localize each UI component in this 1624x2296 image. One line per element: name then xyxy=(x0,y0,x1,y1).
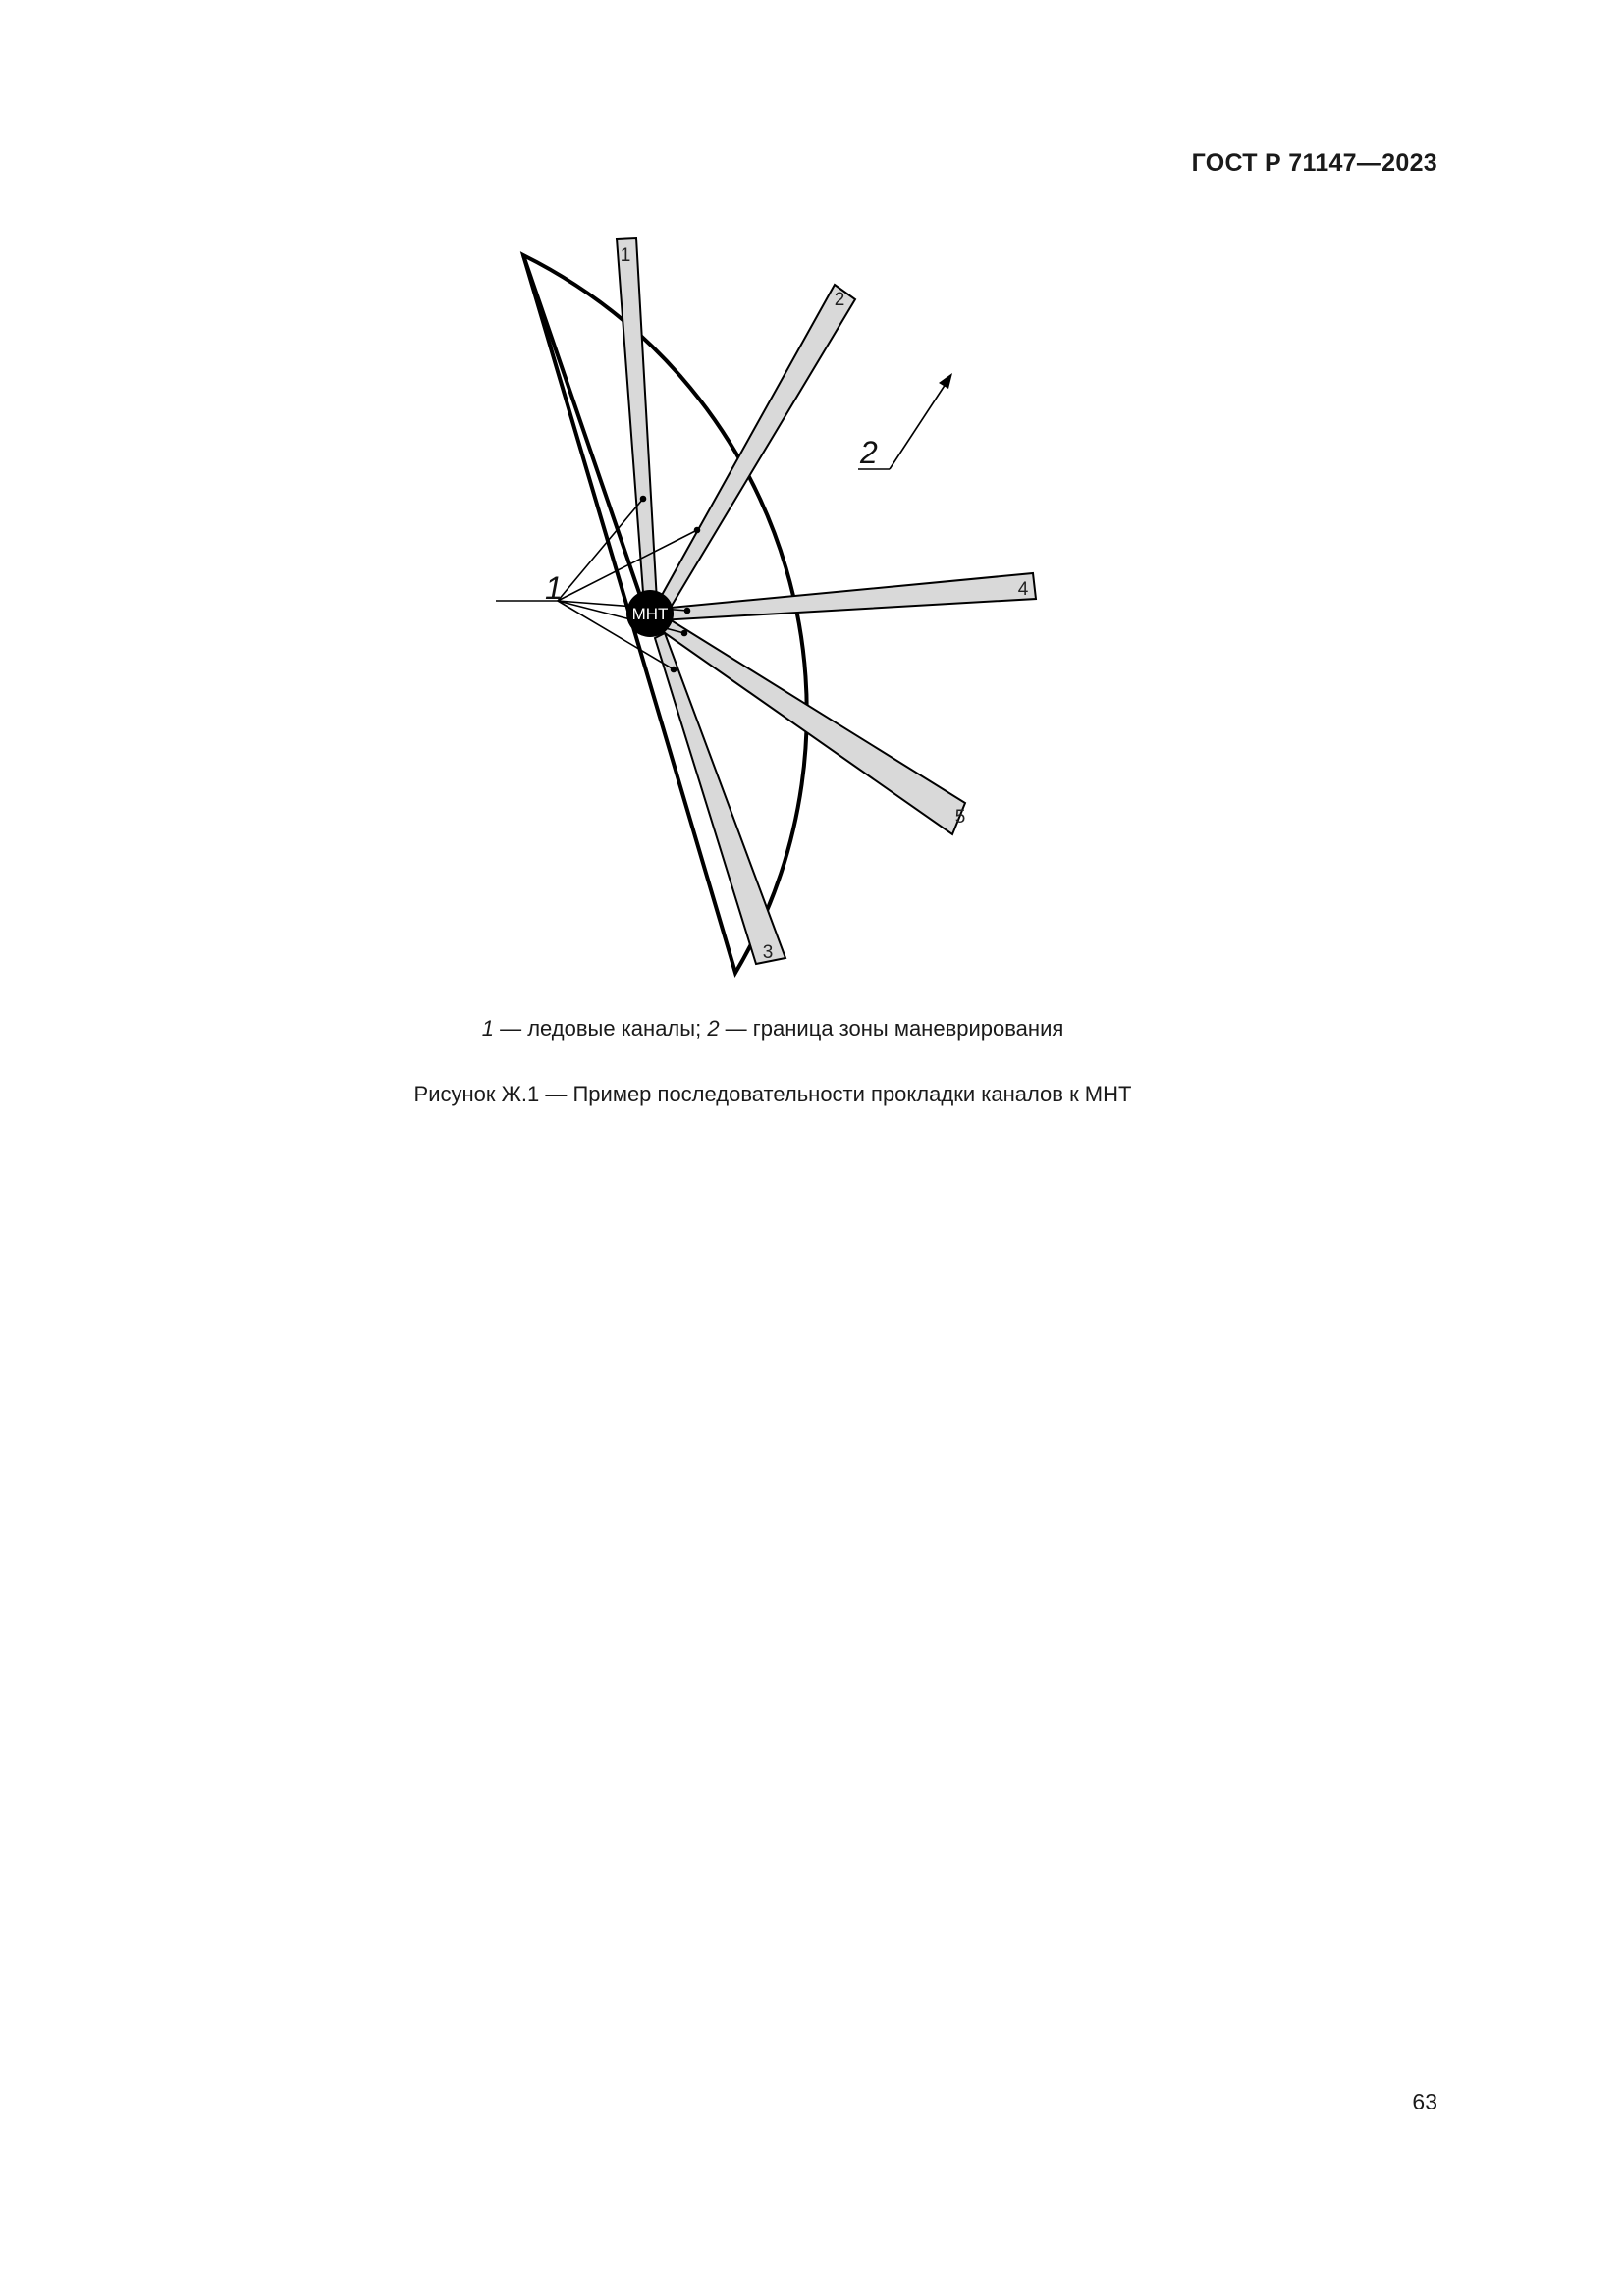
callout-2: 2 xyxy=(860,435,878,470)
maneuvering-zone-diagram xyxy=(0,0,1624,1041)
standard-code: ГОСТ Р 71147—2023 xyxy=(1191,149,1437,177)
hub-label: МНТ xyxy=(631,605,669,623)
page-number: 63 xyxy=(1412,2089,1437,2114)
channel-number-5: 1 xyxy=(620,245,631,266)
ice-channel-1 xyxy=(658,616,965,834)
legend-item-1-text: — ледовые каналы; xyxy=(493,1016,708,1041)
channel-number-4: 4 xyxy=(1017,579,1029,600)
callout-1: 1 xyxy=(545,570,563,606)
legend-item-1-number: 1 xyxy=(481,1016,494,1041)
figure-caption: Рисунок Ж.1 — Пример последовательности прокладки каналов к МНТ xyxy=(413,1082,1132,1106)
channel-number-1: 5 xyxy=(954,807,966,828)
channel-number-3: 3 xyxy=(762,942,774,963)
ice-channel-4 xyxy=(660,573,1036,620)
legend-item-2-text: — граница зоны маневрирования xyxy=(719,1016,1064,1041)
legend-item-2-number: 2 xyxy=(707,1016,720,1041)
channel-number-2: 2 xyxy=(834,290,845,310)
ice-channel-2 xyxy=(651,285,855,620)
figure-legend xyxy=(0,1016,1585,1041)
